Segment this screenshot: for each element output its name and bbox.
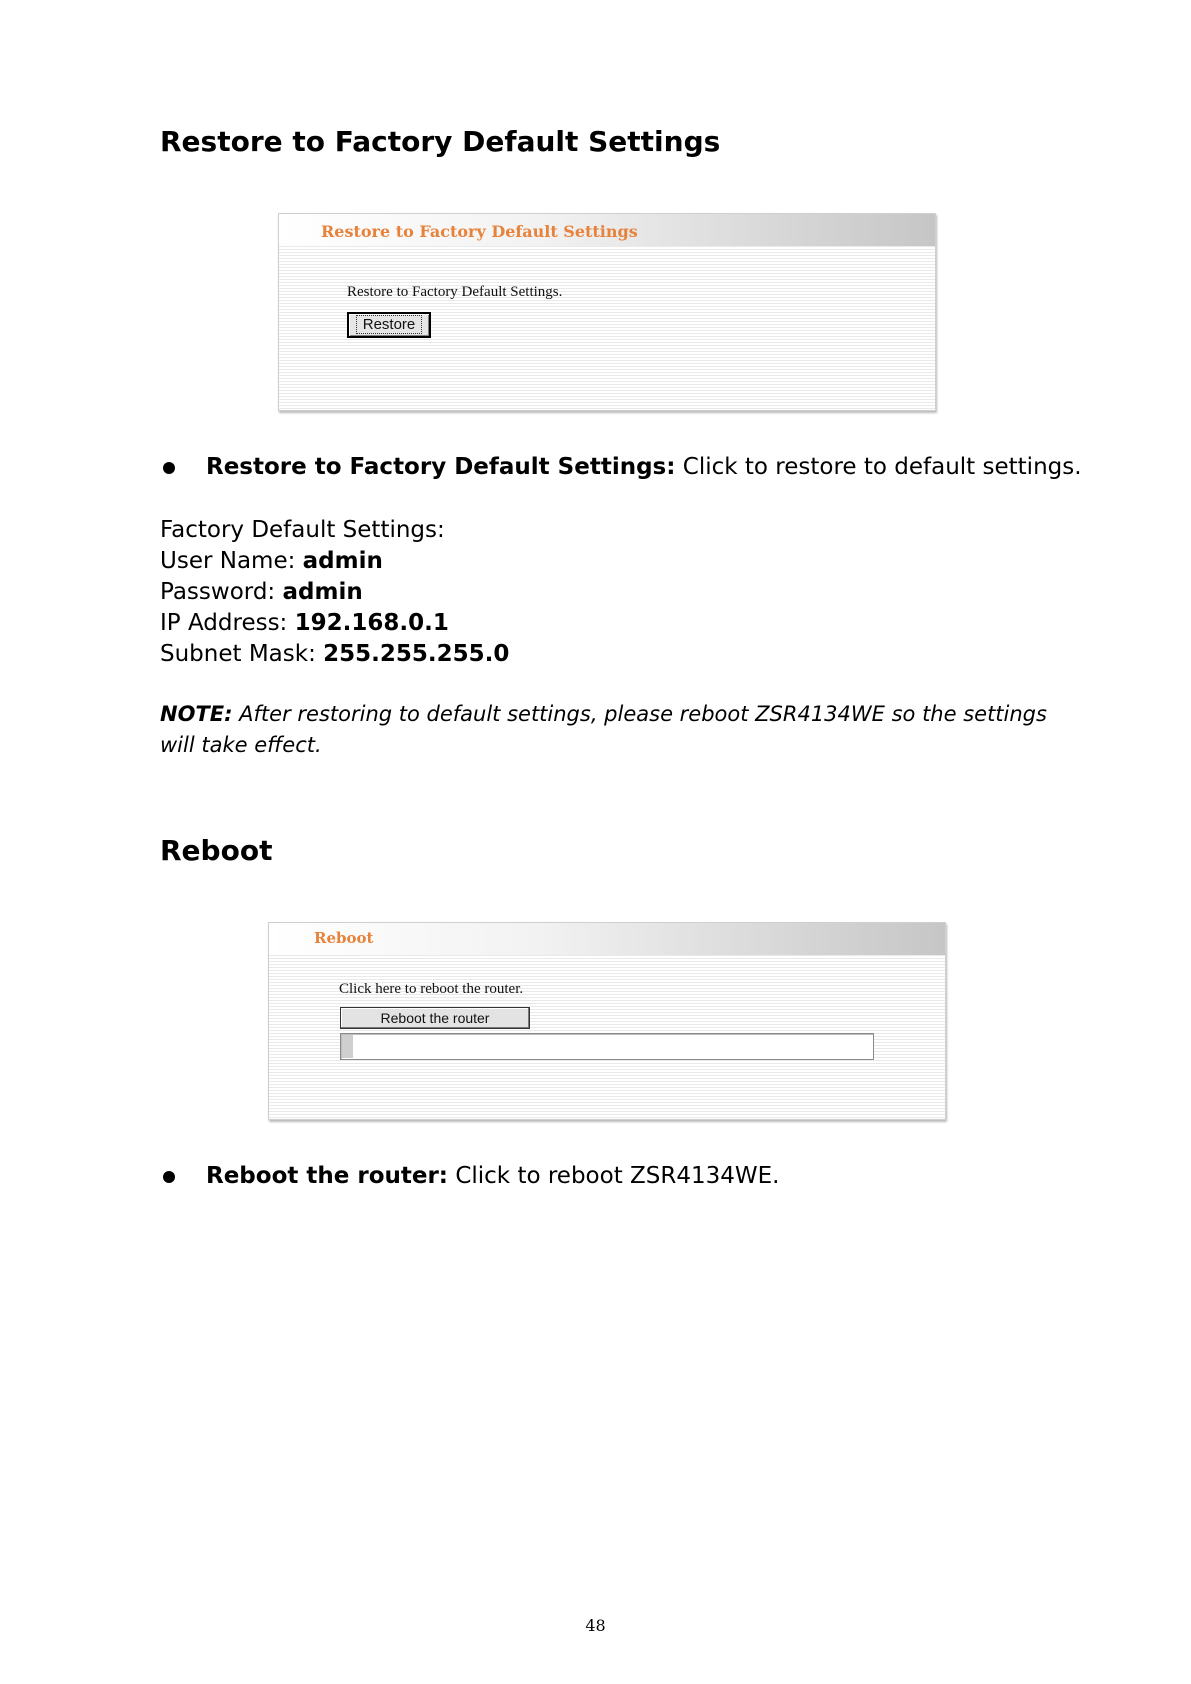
password-row xyxy=(160,577,509,608)
ip-value: 192.168.0.1 xyxy=(294,610,449,636)
password-label: Password: xyxy=(160,579,283,605)
ip-label: IP Address: xyxy=(160,610,295,636)
restore-label: Restore to Factory Default Settings. xyxy=(347,284,563,300)
panel-title: Reboot xyxy=(314,929,374,947)
reboot-bullet-desc: Click to reboot ZSR4134WE. xyxy=(448,1163,780,1189)
reboot-router-button[interactable]: Reboot the router xyxy=(340,1007,530,1029)
password-value: admin xyxy=(282,579,363,605)
user-name-value: admin xyxy=(302,548,383,574)
restore-bullet xyxy=(206,454,1082,480)
subnet-value: 255.255.255.0 xyxy=(323,641,510,667)
note-paragraph xyxy=(160,699,1060,761)
note-text: After restoring to default settings, please reboot ZSR4134WE so the settings will take effect. xyxy=(160,702,1047,757)
defaults-heading: Factory Default Settings: xyxy=(160,517,445,543)
bullet-icon xyxy=(163,1171,175,1183)
reboot-bullet-term: Reboot the router: xyxy=(206,1163,449,1189)
note-label: NOTE: xyxy=(160,702,233,726)
restore-bullet-term: Restore to Factory Default Settings: xyxy=(206,454,676,480)
subnet-label: Subnet Mask: xyxy=(160,641,324,667)
reboot-heading: Reboot xyxy=(160,834,273,867)
user-name-row xyxy=(160,546,509,577)
panel-title: Restore to Factory Default Settings xyxy=(321,222,638,241)
reboot-label: Click here to reboot the router. xyxy=(339,981,524,997)
restore-settings-panel xyxy=(278,213,936,411)
ip-row xyxy=(160,608,509,639)
reboot-progress-bar xyxy=(340,1033,874,1060)
reboot-progress-fill xyxy=(342,1035,353,1058)
restore-bullet-desc: Click to restore to default settings. xyxy=(675,454,1082,480)
reboot-bullet xyxy=(206,1163,779,1189)
subnet-row xyxy=(160,639,509,670)
restore-button[interactable] xyxy=(347,312,431,338)
bullet-icon xyxy=(163,462,175,474)
reboot-panel xyxy=(268,922,946,1120)
user-name-label: User Name: xyxy=(160,548,303,574)
factory-defaults-list xyxy=(160,515,509,670)
restore-button-label: Restore xyxy=(356,315,423,334)
restore-heading: Restore to Factory Default Settings xyxy=(160,125,721,158)
page-number: 48 xyxy=(585,1616,606,1635)
